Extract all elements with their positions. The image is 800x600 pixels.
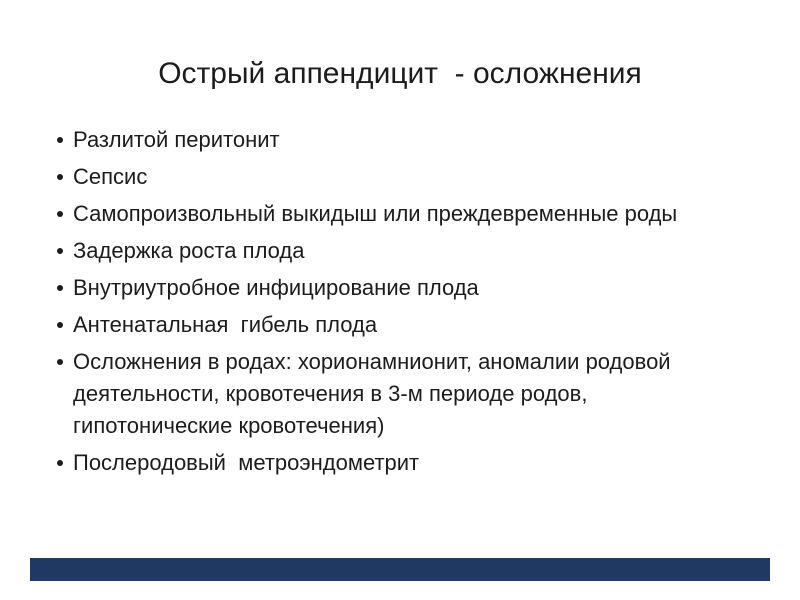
bullet-item: Осложнения в родах: хорионамнионит, аномалии родовой деятельности, кровотечения в 3-м периоде родов, гипотонические кровотечения)	[56, 346, 696, 442]
bullet-item: Антенатальная гибель плода	[56, 309, 696, 341]
slide-title: Острый аппендицит - осложнения	[158, 57, 642, 90]
footer-bar	[30, 558, 770, 581]
bullet-item: Задержка роста плода	[56, 235, 696, 267]
bullet-item: Самопроизвольный выкидыш или преждевременные роды	[56, 198, 696, 230]
bullet-item: Сепсис	[56, 161, 696, 193]
bullet-item: Послеродовый метроэндометрит	[56, 447, 696, 479]
bullet-item: Внутриутробное инфицирование плода	[56, 272, 696, 304]
bullet-item: Разлитой перитонит	[56, 124, 696, 156]
bullet-list	[56, 124, 696, 484]
